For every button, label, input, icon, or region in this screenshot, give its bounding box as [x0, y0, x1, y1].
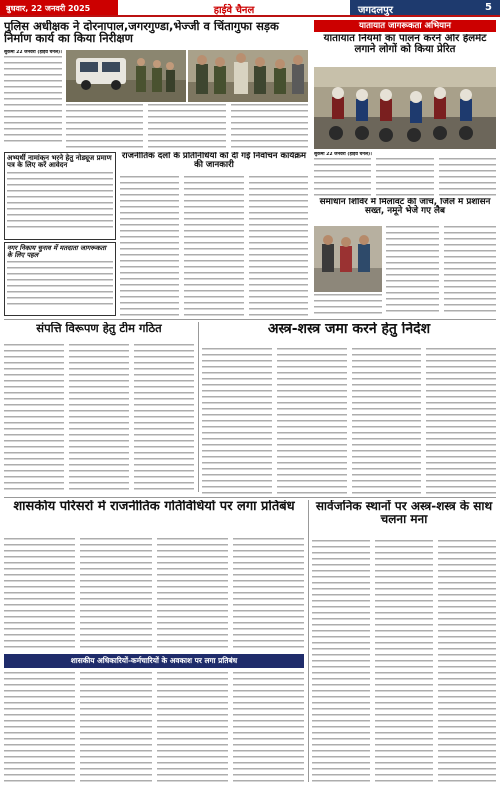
article-officers-columns [4, 672, 304, 782]
headline-election-info: राजनीतिक दलों के प्रतिनिधियों को दी गई निर्वाचन कार्यक्रम की जानकारी [121, 152, 307, 171]
article-body-text [277, 348, 347, 494]
dateline-traffic: सुकमा 22 जनवरी (हाईवे चैनल)। [314, 152, 372, 157]
police-photo-1 [66, 50, 186, 102]
camp-photo [314, 226, 382, 292]
officers-leave-banner: शासकीय अधिकारियों-कर्मचारियों के अवकाश पर लगा प्रतिबंध [4, 654, 304, 668]
article-election-columns [120, 176, 308, 316]
article-body-text [4, 538, 75, 650]
article-property-columns [4, 344, 194, 494]
article-body-text [4, 344, 64, 494]
camp-inspection-photo [314, 226, 382, 292]
article-police-inspection [4, 20, 309, 48]
article-body-text [66, 104, 143, 148]
article-body-text [312, 540, 370, 782]
page-number: 5 [485, 2, 492, 13]
article-nomination-box [4, 152, 116, 240]
article-weapons-columns [202, 348, 496, 494]
article-traffic-body [314, 152, 496, 196]
article-body-text [375, 540, 433, 782]
article-body-text [120, 176, 179, 316]
section-divider [4, 497, 496, 498]
article-public-columns [312, 540, 496, 782]
article-ban [4, 500, 304, 536]
article-body-text [233, 672, 304, 782]
article-body-text [426, 348, 496, 494]
article-body-text [249, 176, 308, 316]
headline-weapons: अस्त्र-शस्त्र जमा करने हेतु निर्देश [267, 322, 431, 337]
article-election-info [120, 152, 308, 174]
article-camp [314, 198, 496, 224]
police-vehicle-photo [66, 50, 186, 102]
headline-police-inspection: पुलिस अधीक्षक ने दोरनापाल,जगरगुण्डा,भेज्जी व चिंतागुफा सड़क निर्माण कार्य का किया निरीक्षण [4, 20, 279, 46]
column-divider [308, 500, 309, 782]
article-body-text [4, 672, 75, 782]
article-weapons [202, 322, 496, 346]
article-body-text [7, 172, 113, 232]
edition-city [350, 0, 500, 15]
article-body-text [386, 226, 439, 316]
article-camp-columns [386, 226, 496, 316]
article-body-text [157, 672, 228, 782]
article-body-text [184, 176, 243, 316]
article-body-text [148, 104, 225, 148]
article-body-text [80, 538, 151, 650]
edition-city-label: जगदलपुर [358, 5, 393, 16]
article-body-text [314, 158, 371, 196]
article-body-text [134, 344, 194, 494]
headline-public-weapons: सार्वजनिक स्थानों पर अस्त्र-शस्त्र के साथ चलना मना [315, 500, 493, 526]
headline-camp: समाधान शिविर में मिलावट की जांच, जिले में प्रशासन सख्त, नमूने भेजे गए लैब [319, 198, 491, 217]
traffic-campaign-banner: यातायात जागरूकता अभियान [314, 20, 496, 32]
article-body-text [376, 158, 433, 196]
headline-property: संपत्ति विरूपण हेतु टीम गठित [36, 322, 162, 335]
headline-traffic: यातायात नियमों का पालन करने और हेलमेट लगाने लोगों को किया प्रेरित [323, 34, 487, 55]
article-body-text [438, 540, 496, 782]
headline-ban: शासकीय परिसरों में राजनीतिक गतिविधियों पर लगा प्रतिबंध [13, 500, 295, 514]
article-body-text [314, 294, 382, 316]
article-body-text [352, 348, 422, 494]
article-body-text [7, 261, 113, 309]
article-body-text [157, 538, 228, 650]
article-body-text [80, 672, 151, 782]
article-body-text [4, 56, 62, 146]
police-photo-2 [188, 50, 308, 102]
article-body-text [231, 104, 308, 148]
article-body-text [444, 226, 497, 316]
article-property [4, 322, 194, 342]
article-body-text [233, 538, 304, 650]
issue-date: बुधवार, 22 जनवरी 2025 [0, 0, 118, 15]
police-officers-photo [188, 50, 308, 102]
article-police-columns [66, 104, 308, 148]
article-traffic [314, 34, 496, 64]
masthead [0, 0, 500, 17]
article-camp-body [314, 294, 382, 316]
article-body-text [202, 348, 272, 494]
newspaper-name: हाईवे चैनल [213, 5, 255, 16]
section-divider [4, 319, 496, 320]
traffic-photo [314, 67, 496, 149]
article-ban-columns [4, 538, 304, 650]
dateline-police: सुकमा 22 जनवरी (हाईवे चैनल)। [4, 50, 62, 55]
headline-voter-awareness: नगर निकाय चुनाव में मतदाता जागरूकता के लिए पहल [7, 244, 107, 259]
article-voter-awareness [4, 242, 116, 316]
article-police-body [4, 50, 62, 150]
headline-nomination: अभ्यर्थी नामांकन भरने हेतु नोड्यूज प्रमाण पत्र के लिए करें आवेदन [7, 154, 112, 170]
article-public-weapons [312, 500, 496, 538]
article-body-text [439, 158, 496, 196]
article-body-text [69, 344, 129, 494]
column-divider [198, 322, 199, 492]
traffic-helmet-rally-photo [314, 67, 496, 149]
